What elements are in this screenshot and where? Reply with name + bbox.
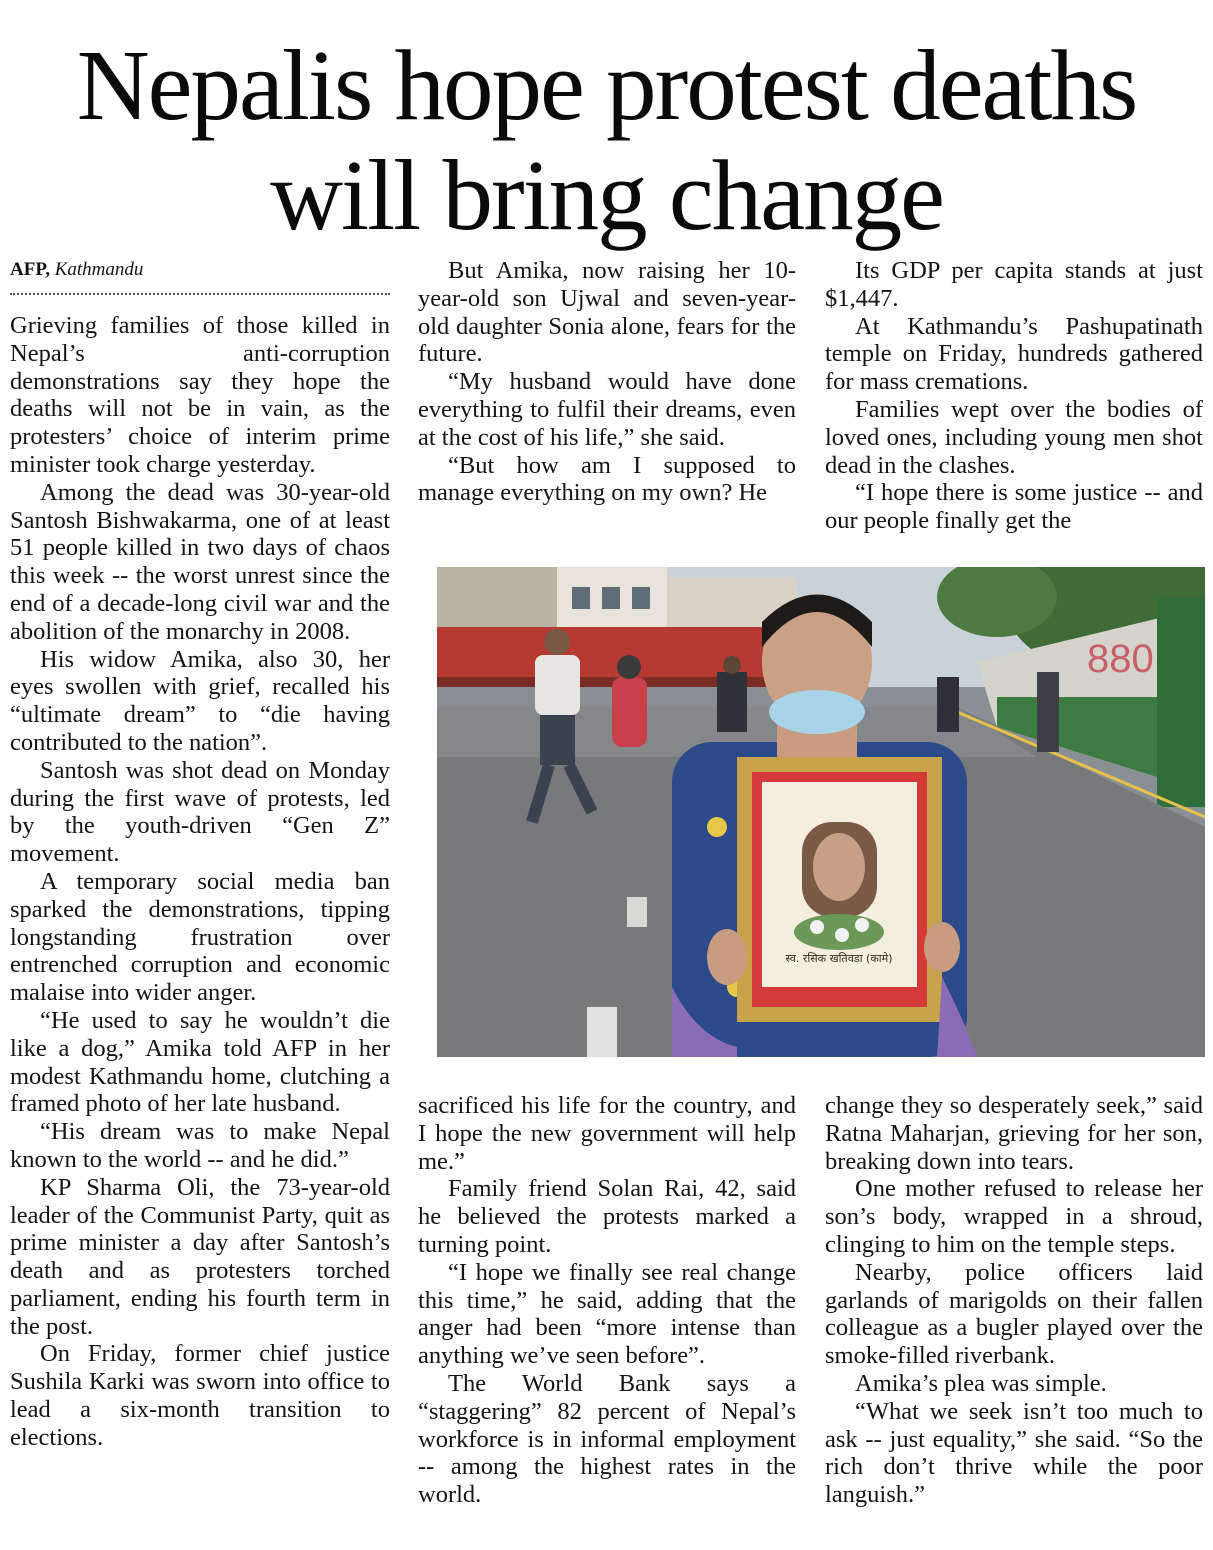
- paragraph: “What we seek isn’t too much to ask -- just equality,” she said. “So the rich don’t thrive while the poor languish.”: [825, 1397, 1203, 1509]
- paragraph: “I hope there is some justice -- and our people finally get the: [825, 479, 1203, 535]
- paragraph: “But how am I supposed to manage everything on my own? He: [418, 451, 796, 507]
- news-photo: [437, 567, 1205, 1057]
- paragraph: Among the dead was 30-year-old Santosh Bishwakarma, one of at least 51 people killed in two days of chaos this week -- the worst unrest since the end of a decade-long civil war and the abolition of the monarchy in 2008.: [10, 478, 390, 645]
- article-column-3-top: [825, 257, 1203, 535]
- paragraph: At Kathmandu’s Pashupatinath temple on Friday, hundreds gathered for mass cremations.: [825, 312, 1203, 396]
- paragraph: KP Sharma Oli, the 73-year-old leader of the Communist Party, quit as prime minister a day after Santosh’s death and as protesters torched parliament, ending his fourth term in the post.: [10, 1173, 390, 1340]
- photo-illustration: [437, 567, 1205, 1057]
- paragraph: Nearby, police officers laid garlands of marigolds on their fallen colleague as a bugler played over the smoke-filled riverbank.: [825, 1258, 1203, 1370]
- headline: [0, 30, 1213, 250]
- byline-agency: AFP,: [10, 259, 50, 280]
- paragraph: But Amika, now raising her 10-year-old son Ujwal and seven-year-old daughter Sonia alone, fears for the future.: [418, 257, 796, 368]
- article-column-3-bottom: [825, 1092, 1203, 1509]
- article-column-1: [10, 312, 390, 1452]
- byline-divider: [10, 293, 390, 295]
- paragraph: “My husband would have done everything to fulfil their dreams, even at the cost of his life,” she said.: [418, 368, 796, 451]
- paragraph: “His dream was to make Nepal known to the world -- and he did.”: [10, 1118, 390, 1173]
- paragraph: “He used to say he wouldn’t die like a dog,” Amika told AFP in her modest Kathmandu home, clutching a framed photo of her late husband.: [10, 1006, 390, 1118]
- headline-line-1: Nepalis hope protest deaths: [76, 29, 1137, 141]
- paragraph: Family friend Solan Rai, 42, said he believed the protests marked a turning point.: [418, 1175, 796, 1258]
- paragraph: One mother refused to release her son’s body, wrapped in a shroud, clinging to him on the temple steps.: [825, 1175, 1203, 1258]
- paragraph: Santosh was shot dead on Monday during the first wave of protests, led by the youth-driven “Gen Z” movement.: [10, 756, 390, 868]
- paragraph: On Friday, former chief justice Sushila Karki was sworn into office to lead a six-month transition to elections.: [10, 1340, 390, 1451]
- paragraph: Amika’s plea was simple.: [855, 1369, 1107, 1397]
- byline-place: Kathmandu: [54, 259, 144, 280]
- article-column-2-bottom: [418, 1092, 796, 1509]
- paragraph: change they so desperately seek,” said Ratna Maharjan, grieving for her son, breaking down into tears.: [825, 1092, 1203, 1175]
- article-column-2-top: [418, 257, 796, 507]
- wall-graffiti: 880: [1087, 637, 1154, 681]
- paragraph: A temporary social media ban sparked the demonstrations, tipping longstanding frustration over entrenched corruption and economic malaise into wider anger.: [10, 867, 390, 1007]
- headline-line-2: will bring change: [270, 139, 943, 251]
- paragraph: sacrificed his life for the country, and I hope the new government will help me.”: [418, 1092, 796, 1175]
- paragraph: Families wept over the bodies of loved ones, including young men shot dead in the clashes.: [825, 395, 1203, 479]
- paragraph: Grieving families of those killed in Nepal’s anti-corruption demonstrations say they hope the deaths will not be in vain, as the protesters’ choice of interim prime minister took charge yesterday.: [10, 312, 390, 478]
- paragraph: The World Bank says a “staggering” 82 percent of Nepal’s workforce is in informal employment -- among the highest rates in the world.: [418, 1369, 796, 1509]
- frame-caption: स्व. रसिक खतिवडा (कामे): [785, 952, 893, 965]
- paragraph: “I hope we finally see real change this time,” he said, adding that the anger had been “more intense than anything we’ve seen before”.: [418, 1258, 796, 1370]
- byline: [10, 258, 390, 282]
- paragraph: Its GDP per capita stands at just $1,447.: [825, 257, 1203, 312]
- paragraph: His widow Amika, also 30, her eyes swollen with grief, recalled his “ultimate dream” to “die having contributed to the nation”.: [10, 645, 390, 756]
